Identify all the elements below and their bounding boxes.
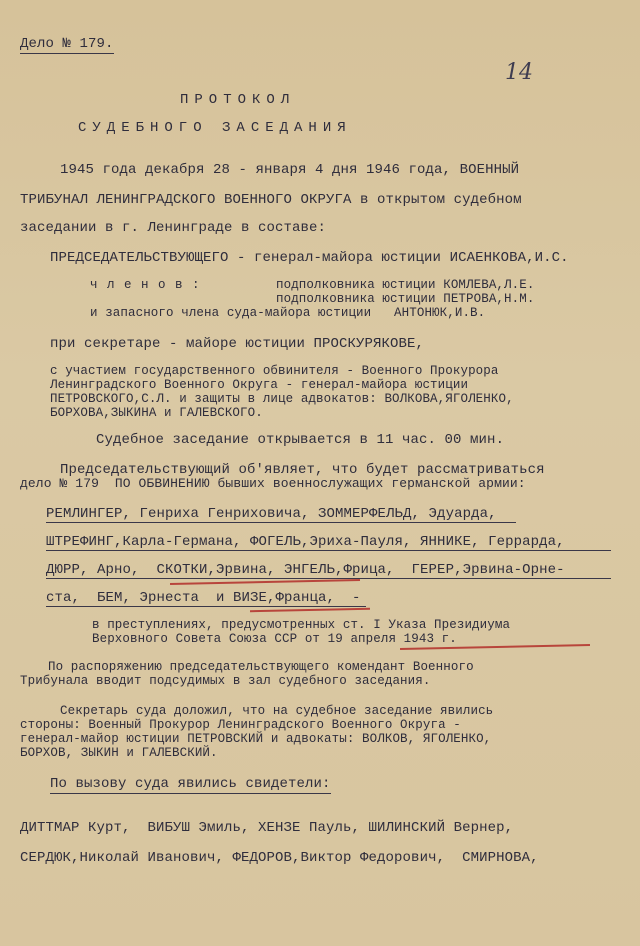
underline-defendants-1 — [46, 522, 516, 523]
defendants-line-3: ДЮРР, Арно, СКОТКИ,Эрвина, ЭНГЕЛЬ,Фрица, ГЕРЕР,Эрвина-Орне- — [46, 562, 565, 578]
witnesses-line-1: ДИТТМАР Курт, ВИБУШ Эмиль, ХЕНЗЕ Пауль, ШИЛИНСКИЙ Вернер, — [20, 820, 514, 836]
witnesses-heading: По вызову суда явились свидетели: — [50, 776, 331, 792]
underline-defendants-2 — [46, 550, 611, 551]
underline-defendants-4 — [46, 606, 366, 607]
witnesses-line-2: СЕРДЮК,Николай Иванович, ФЕДОРОВ,Виктор Федорович, СМИРНОВА, — [20, 850, 539, 866]
report-line-3: генерал-майор юстиции ПЕТРОВСКИЙ и адвокаты: ВОЛКОВ, ЯГОЛЕНКО, — [20, 732, 492, 746]
intro-line-1: 1945 года декабря 28 - января 4 дня 1946 года, ВОЕННЫЙ — [60, 162, 520, 178]
member-2: подполковника юстиции ПЕТРОВА,Н.М. — [276, 292, 535, 306]
members-label: ч л е н о в : — [90, 278, 201, 292]
intro-line-3: заседании в г. Ленинграде в составе: — [20, 220, 327, 236]
page-number-handwritten: 14 — [505, 60, 533, 85]
prosecution-line-3: ПЕТРОВСКОГО,С.Л. и защиты в лице адвокатов: ВОЛКОВА,ЯГОЛЕНКО, — [50, 392, 514, 406]
defendants-line-2: ШТРЕФИНГ,Карла-Германа, ФОГЕЛЬ,Эриха-Пауля, ЯННИКЕ, Геррарда, — [46, 534, 565, 550]
chair-line: ПРЕДСЕДАТЕЛЬСТВУЮЩЕГО - генерал-майора юстиции ИСАЕНКОВА,И.С. — [50, 250, 569, 266]
defendants-line-4: ста, БЕМ, Эрнеста и ВИЗЕ,Франца, - — [46, 590, 361, 606]
announce-line-2: дело № 179 ПО ОБВИНЕНИЮ бывших военнослужащих германской армии: — [20, 476, 526, 491]
red-pencil-underline-2 — [250, 608, 370, 613]
case-number: Дело № 179. — [20, 36, 114, 52]
convoy-line-1: По распоряжению председательствующего комендант Военного — [48, 660, 474, 674]
report-line-2: стороны: Военный Прокурор Ленинградского Военного Округа - — [20, 718, 461, 732]
crimes-line-1: в преступлениях, предусмотренных ст. I Указа Президиума — [92, 618, 511, 632]
prosecution-line-4: БОРХОВА,ЗЫКИНА и ГАЛЕВСКОГО. — [50, 406, 263, 420]
report-line-1: Секретарь суда доложил, что на судебное заседание явились — [60, 704, 494, 718]
crimes-line-2: Верховного Совета Союза ССР от 19 апреля 1943 г. — [92, 632, 457, 646]
title-line-1: ПРОТОКОЛ — [180, 92, 296, 108]
defendants-line-1: РЕМЛИНГЕР, Генриха Генриховича, ЗОММЕРФЕЛЬД, Эдуарда, — [46, 506, 497, 522]
session-opened: Судебное заседание открывается в 11 час. 00 мин. — [96, 432, 505, 448]
prosecution-line-2: Ленинградского Военного Округа - генерал-майора юстиции — [50, 378, 469, 392]
title-line-2: СУДЕБНОГО ЗАСЕДАНИЯ — [78, 120, 352, 136]
reserve-member: и запасного члена суда-майора юстиции АНТОНЮК,И.В. — [90, 306, 486, 320]
convoy-line-2: Трибунала вводит подсудимых в зал судебного заседания. — [20, 674, 431, 688]
red-pencil-underline-1 — [170, 579, 360, 585]
secretary-line: при секретаре - майоре юстиции ПРОСКУРЯКОВЕ, — [50, 336, 425, 352]
report-line-4: БОРХОВ, ЗЫКИН и ГАЛЕВСКИЙ. — [20, 746, 218, 760]
prosecution-line-1: с участием государственного обвинителя - Военного Прокурора — [50, 364, 499, 378]
announce-line-1: Председательствующий об'являет, что будет рассматриваться — [60, 462, 545, 478]
member-1: подполковника юстиции КОМЛЕВА,Л.Е. — [276, 278, 535, 292]
intro-line-2: ТРИБУНАЛ ЛЕНИНГРАДСКОГО ВОЕННОГО ОКРУГА в открытом судебном — [20, 192, 522, 208]
